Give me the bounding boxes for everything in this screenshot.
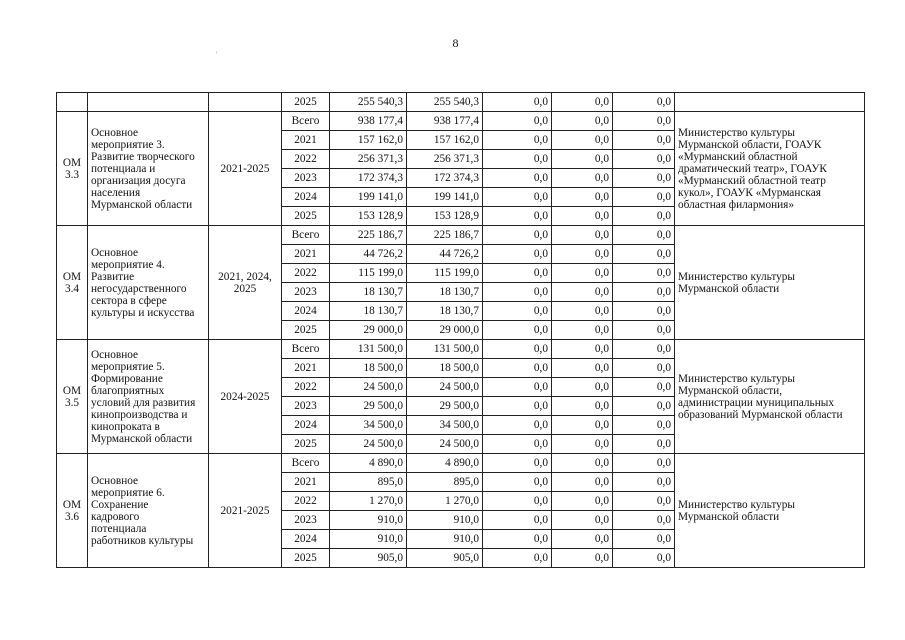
measure-name-line: работников культуры [91, 534, 194, 547]
measure-name-line: мероприятие 5. [91, 360, 165, 373]
value-cell: 0,0 [483, 416, 552, 435]
measure-code-line: ОМ [62, 498, 82, 511]
value-cell: 0,0 [613, 359, 675, 378]
measure-code-line: ОМ [62, 384, 82, 397]
measure-period [209, 454, 282, 568]
value-cell: 0,0 [613, 226, 675, 245]
value-cell: 0,0 [613, 207, 675, 226]
year-cell: 2024 [282, 530, 330, 549]
value-cell: 0,0 [613, 112, 675, 131]
measure-executor-line: Министерство культуры [678, 372, 795, 385]
table-row [57, 454, 865, 473]
measure-executor-line: Министерство культуры [678, 126, 795, 139]
measure-executor-line: Мурманской области, ГОАУК [678, 138, 822, 151]
measure-code [57, 454, 88, 568]
year-cell: 2022 [282, 378, 330, 397]
table-row [57, 112, 865, 131]
value-cell: 0,0 [613, 473, 675, 492]
value-cell: 29 000,0 [330, 321, 407, 340]
value-cell: 0,0 [483, 492, 552, 511]
value-cell: 0,0 [483, 188, 552, 207]
year-cell: 2021 [282, 245, 330, 264]
value-cell: 0,0 [613, 188, 675, 207]
measure-executor [675, 226, 865, 340]
measure-name-line: Основное [91, 246, 139, 259]
year-cell: 2022 [282, 492, 330, 511]
year-cell: 2023 [282, 397, 330, 416]
year-cell: 2023 [282, 283, 330, 302]
measure-period-line: 2024-2025 [220, 390, 270, 403]
year-cell: 2022 [282, 150, 330, 169]
value-cell: 29 500,0 [407, 397, 483, 416]
executor-cell [675, 93, 865, 112]
measure-name-line: мероприятие 6. [91, 486, 165, 499]
measure-name-line: Основное [91, 348, 139, 361]
measure-executor-line: Мурманской области [678, 510, 780, 523]
value-cell: 0,0 [483, 226, 552, 245]
value-cell: 0,0 [552, 492, 613, 511]
value-cell: 0,0 [483, 169, 552, 188]
measure-period [209, 112, 282, 226]
value-cell: 29 500,0 [330, 397, 407, 416]
year-cell: Всего [282, 340, 330, 359]
measure-executor-line: «Мурманский областной [678, 150, 798, 163]
value-cell: 905,0 [407, 549, 483, 568]
value-cell: 255 540,3 [330, 93, 407, 112]
value-cell: 153 128,9 [330, 207, 407, 226]
measure-name-line: культуры и искусства [91, 306, 195, 319]
table-row [57, 340, 865, 359]
scan-mark: ' [216, 50, 218, 59]
value-cell: 199 141,0 [407, 188, 483, 207]
value-cell: 24 500,0 [330, 378, 407, 397]
value-cell: 0,0 [613, 416, 675, 435]
value-cell: 256 371,3 [407, 150, 483, 169]
measure-name-line: Основное [91, 474, 139, 487]
measure-name-line: условий для развития [91, 396, 196, 409]
measure-name [88, 226, 209, 340]
value-cell: 0,0 [483, 549, 552, 568]
value-cell: 0,0 [483, 321, 552, 340]
value-cell: 895,0 [407, 473, 483, 492]
value-cell: 0,0 [613, 150, 675, 169]
measure-name-line: Мурманской области [91, 432, 193, 445]
measure-name-line: потенциала и [91, 162, 156, 175]
measure-name-line: Развитие [91, 270, 135, 283]
measure-executor-line: образований Мурманской области [678, 408, 843, 421]
value-cell: 0,0 [552, 112, 613, 131]
value-cell: 910,0 [330, 511, 407, 530]
measure-code [57, 226, 88, 340]
value-cell: 157 162,0 [407, 131, 483, 150]
value-cell: 0,0 [552, 188, 613, 207]
measure-code-line: 3.6 [64, 510, 80, 523]
measure-executor-line: администрации муниципальных [678, 396, 834, 409]
value-cell: 256 371,3 [330, 150, 407, 169]
measure-name-line: кинопроизводства и [91, 408, 188, 421]
measure-name-line: организация досуга [91, 174, 186, 187]
value-cell: 0,0 [483, 473, 552, 492]
measure-code-line: 3.5 [64, 396, 80, 409]
budget-table [56, 92, 865, 568]
value-cell: 0,0 [552, 207, 613, 226]
value-cell: 0,0 [552, 359, 613, 378]
measure-name-line: мероприятие 4. [91, 258, 165, 271]
value-cell: 29 000,0 [407, 321, 483, 340]
value-cell: 0,0 [483, 283, 552, 302]
year-cell: 2024 [282, 416, 330, 435]
measure-name-line: потенциала [91, 522, 147, 535]
name-cell [88, 93, 209, 112]
value-cell: 24 500,0 [330, 435, 407, 454]
measure-code-line: ОМ [62, 156, 82, 169]
value-cell: 0,0 [552, 416, 613, 435]
year-cell: 2025 [282, 321, 330, 340]
measure-executor-line: Министерство культуры [678, 270, 795, 283]
year-cell: 2022 [282, 264, 330, 283]
year-cell: 2025 [282, 207, 330, 226]
value-cell: 0,0 [552, 340, 613, 359]
value-cell: 0,0 [483, 454, 552, 473]
value-cell: 34 500,0 [407, 416, 483, 435]
measure-name-line: Развитие творческого [91, 150, 195, 163]
value-cell: 4 890,0 [407, 454, 483, 473]
value-cell: 18 130,7 [407, 283, 483, 302]
measure-period-line: 2025 [233, 282, 257, 295]
value-cell: 255 540,3 [407, 93, 483, 112]
value-cell: 0,0 [613, 397, 675, 416]
value-cell: 0,0 [552, 169, 613, 188]
value-cell: 131 500,0 [407, 340, 483, 359]
value-cell: 0,0 [613, 264, 675, 283]
value-cell: 0,0 [552, 321, 613, 340]
value-cell: 4 890,0 [330, 454, 407, 473]
value-cell: 0,0 [552, 473, 613, 492]
year-cell: 2021 [282, 473, 330, 492]
value-cell: 44 726,2 [330, 245, 407, 264]
value-cell: 0,0 [552, 549, 613, 568]
measure-executor-line: Мурманской области, [678, 384, 783, 397]
value-cell: 0,0 [613, 93, 675, 112]
value-cell: 131 500,0 [330, 340, 407, 359]
measure-name-line: благоприятных [91, 384, 165, 397]
measure-name-line: негосударственного [91, 282, 187, 295]
period-cell [209, 93, 282, 112]
measure-period-line: 2021, 2024, [218, 270, 272, 283]
value-cell: 0,0 [552, 397, 613, 416]
value-cell: 0,0 [483, 378, 552, 397]
value-cell: 0,0 [613, 169, 675, 188]
value-cell: 0,0 [483, 131, 552, 150]
value-cell: 18 500,0 [407, 359, 483, 378]
measure-name-line: сектора в сфере [91, 294, 167, 307]
measure-name-line: мероприятие 3. [91, 138, 165, 151]
measure-code-line: 3.3 [64, 168, 80, 181]
value-cell: 938 177,4 [330, 112, 407, 131]
code-cell [57, 93, 88, 112]
value-cell: 225 186,7 [407, 226, 483, 245]
value-cell: 172 374,3 [330, 169, 407, 188]
year-cell: 2025 [282, 549, 330, 568]
value-cell: 0,0 [613, 492, 675, 511]
value-cell: 0,0 [613, 378, 675, 397]
value-cell: 0,0 [552, 226, 613, 245]
table-row [57, 226, 865, 245]
table-body [57, 93, 865, 568]
value-cell: 225 186,7 [330, 226, 407, 245]
value-cell: 0,0 [483, 397, 552, 416]
measure-executor-line: Мурманской области [678, 282, 780, 295]
value-cell: 0,0 [613, 454, 675, 473]
measure-code-line: 3.4 [64, 282, 80, 295]
value-cell: 0,0 [613, 435, 675, 454]
value-cell: 910,0 [407, 511, 483, 530]
value-cell: 0,0 [552, 435, 613, 454]
value-cell: 199 141,0 [330, 188, 407, 207]
year-cell: 2023 [282, 169, 330, 188]
measure-name [88, 454, 209, 568]
value-cell: 34 500,0 [330, 416, 407, 435]
value-cell: 18 130,7 [330, 302, 407, 321]
year-cell: 2025 [282, 435, 330, 454]
measure-period-line: 2021-2025 [220, 162, 270, 175]
value-cell: 0,0 [552, 245, 613, 264]
value-cell: 0,0 [483, 302, 552, 321]
value-cell: 0,0 [483, 264, 552, 283]
year-cell: 2025 [282, 93, 330, 112]
year-cell: 2021 [282, 359, 330, 378]
value-cell: 153 128,9 [407, 207, 483, 226]
value-cell: 1 270,0 [407, 492, 483, 511]
value-cell: 115 199,0 [407, 264, 483, 283]
value-cell: 0,0 [613, 530, 675, 549]
measure-executor-line: драматический театр», ГОАУК [678, 162, 827, 175]
year-cell: 2024 [282, 188, 330, 207]
year-cell: 2023 [282, 511, 330, 530]
value-cell: 172 374,3 [407, 169, 483, 188]
measure-executor-line: кукол», ГОАУК «Мурманская [678, 186, 821, 199]
value-cell: 0,0 [613, 283, 675, 302]
value-cell: 0,0 [483, 435, 552, 454]
table-row [57, 93, 865, 112]
page-number: 8 [452, 36, 459, 50]
value-cell: 905,0 [330, 549, 407, 568]
value-cell: 0,0 [483, 359, 552, 378]
value-cell: 0,0 [552, 131, 613, 150]
value-cell: 18 130,7 [330, 283, 407, 302]
measure-name [88, 112, 209, 226]
value-cell: 0,0 [552, 283, 613, 302]
value-cell: 0,0 [613, 131, 675, 150]
value-cell: 0,0 [483, 150, 552, 169]
measure-code [57, 112, 88, 226]
value-cell: 895,0 [330, 473, 407, 492]
measure-executor-line: Министерство культуры [678, 498, 795, 511]
value-cell: 115 199,0 [330, 264, 407, 283]
value-cell: 0,0 [552, 530, 613, 549]
value-cell: 0,0 [552, 454, 613, 473]
year-cell: 2021 [282, 131, 330, 150]
measure-name-line: кадрового [91, 510, 140, 523]
value-cell: 0,0 [483, 207, 552, 226]
value-cell: 910,0 [407, 530, 483, 549]
measure-code [57, 340, 88, 454]
measure-period-line: 2021-2025 [220, 504, 270, 517]
value-cell: 0,0 [483, 112, 552, 131]
year-cell: Всего [282, 454, 330, 473]
measure-name-line: Формирование [91, 372, 163, 385]
value-cell: 18 130,7 [407, 302, 483, 321]
measure-executor [675, 454, 865, 568]
measure-executor-line: областная филармония» [678, 198, 795, 211]
value-cell: 0,0 [613, 302, 675, 321]
measure-executor-line: «Мурманский областной театр [678, 174, 826, 187]
value-cell: 910,0 [330, 530, 407, 549]
value-cell: 0,0 [483, 93, 552, 112]
value-cell: 44 726,2 [407, 245, 483, 264]
value-cell: 0,0 [552, 511, 613, 530]
value-cell: 24 500,0 [407, 378, 483, 397]
value-cell: 0,0 [613, 511, 675, 530]
value-cell: 0,0 [483, 530, 552, 549]
value-cell: 0,0 [552, 302, 613, 321]
value-cell: 0,0 [613, 340, 675, 359]
value-cell: 0,0 [552, 378, 613, 397]
measure-period [209, 340, 282, 454]
value-cell: 0,0 [483, 511, 552, 530]
value-cell: 0,0 [613, 321, 675, 340]
value-cell: 0,0 [613, 245, 675, 264]
year-cell: Всего [282, 226, 330, 245]
measure-executor [675, 340, 865, 454]
measure-name-line: кинопроката в [91, 420, 160, 433]
year-cell: 2024 [282, 302, 330, 321]
value-cell: 157 162,0 [330, 131, 407, 150]
value-cell: 0,0 [552, 150, 613, 169]
measure-name-line: населения [91, 186, 141, 199]
measure-name-line: Основное [91, 126, 139, 139]
measure-code-line: ОМ [62, 270, 82, 283]
value-cell: 0,0 [552, 264, 613, 283]
value-cell: 0,0 [483, 245, 552, 264]
value-cell: 1 270,0 [330, 492, 407, 511]
value-cell: 0,0 [613, 549, 675, 568]
value-cell: 938 177,4 [407, 112, 483, 131]
value-cell: 24 500,0 [407, 435, 483, 454]
measure-name-line: Мурманской области [91, 198, 193, 211]
value-cell: 0,0 [552, 93, 613, 112]
year-cell: Всего [282, 112, 330, 131]
value-cell: 0,0 [483, 340, 552, 359]
measure-executor [675, 112, 865, 226]
measure-period [209, 226, 282, 340]
measure-name-line: Сохранение [91, 498, 149, 511]
value-cell: 18 500,0 [330, 359, 407, 378]
measure-name [88, 340, 209, 454]
